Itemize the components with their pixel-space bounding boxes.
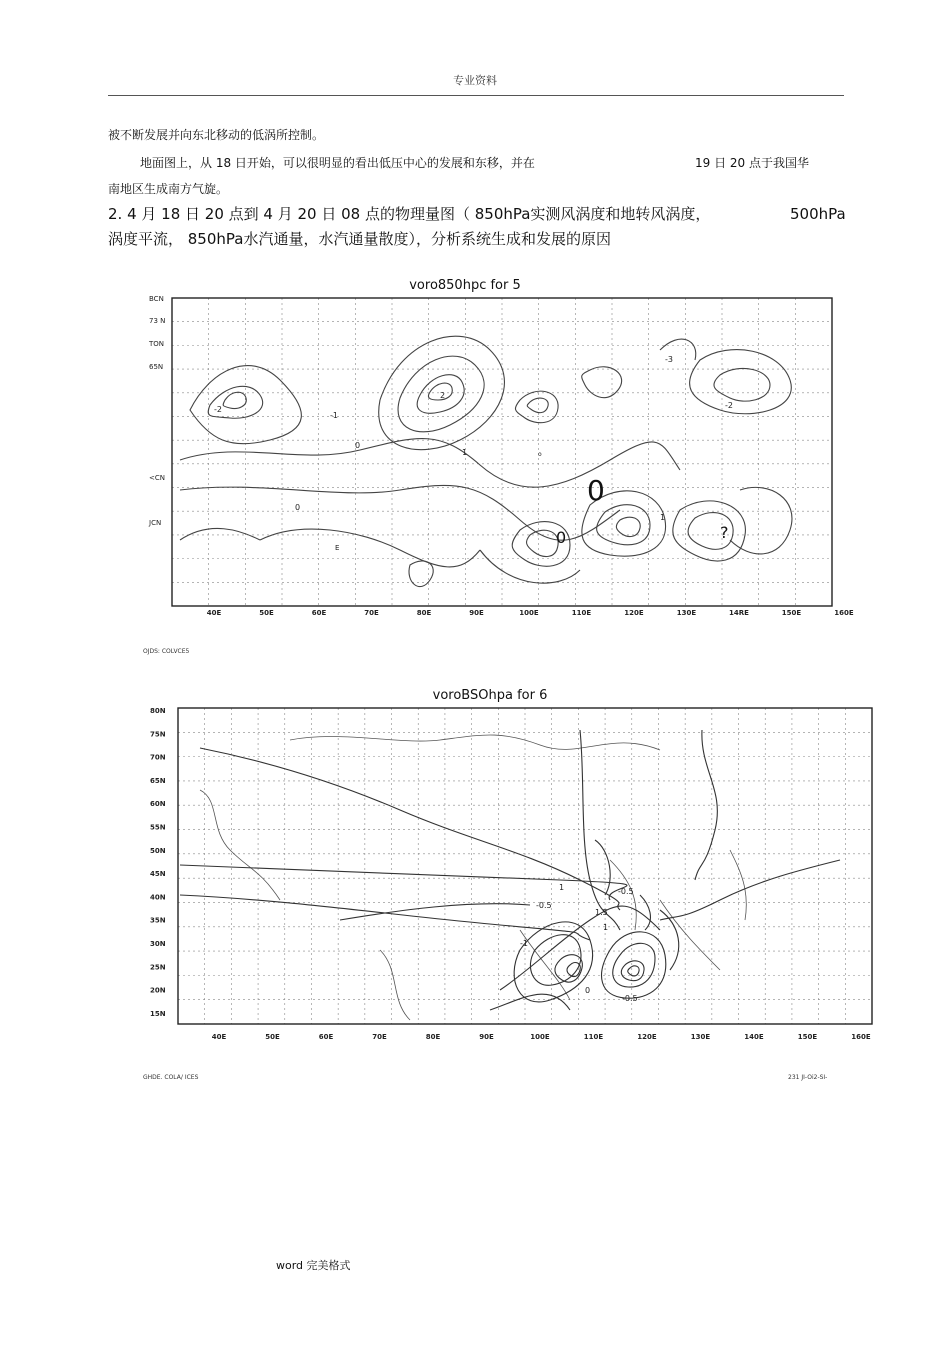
lon-label: 160E (834, 609, 854, 617)
lat-label: 50N (150, 846, 166, 855)
lon-label: 40E (206, 609, 222, 617)
section-heading-b: 涡度平流， 850hPa水汽通量，水汽通量散度），分析系统生成和发展的原因 (108, 230, 611, 248)
lat-label: 70N (150, 753, 166, 762)
lon-label: 90E (469, 609, 484, 617)
chart2-contour-label: -1 (520, 939, 528, 948)
chart1-title: voro850hpc for 5 (409, 278, 521, 293)
lon-label: 160E (851, 1033, 871, 1041)
chart1-lat-labels (148, 295, 165, 527)
chart2-contour-label: -0.5 (618, 887, 634, 896)
chart1-contour-label: 1 (660, 513, 666, 522)
header-divider (108, 95, 844, 96)
chart1-lat-label: BCN (149, 295, 164, 303)
lon-label: 14RE (729, 609, 749, 617)
lon-label: 50E (259, 609, 274, 617)
lon-label: 120E (637, 1033, 657, 1041)
chart2-lon-labels (212, 1033, 871, 1041)
chart1-source: OJDS: COLVCE5 (143, 648, 190, 655)
chart1-lat-label: 65N (149, 363, 164, 371)
lon-label: 150E (781, 609, 802, 617)
body-line-3: 南地区生成南方气旋。 (108, 182, 229, 196)
chart2-source-right: 231 JI-Oi2-SI- (788, 1074, 828, 1081)
lat-label: 20N (150, 986, 166, 995)
chart1-contour-label: 0 (295, 503, 301, 512)
chart2-frame (178, 708, 872, 1024)
lat-label: 80N (150, 707, 166, 715)
body-line-2a: 地面图上，从 18 日开始，可以很明显的看出低压中心的发展和东移，并在 (140, 156, 535, 170)
chart1-contour-label: 1 (462, 448, 468, 457)
section-heading-a: 2. 4 月 18 日 20 点到 4 月 20 日 08 点的物理量图（ 850hPa实测风涡度和地转风涡度， (108, 205, 711, 223)
chart2-grid (178, 708, 872, 1024)
lon-label: 60E (318, 1033, 334, 1041)
chart2-contour-label: -0.5 (536, 901, 552, 910)
chart1-contour-labels (214, 355, 733, 522)
lat-label: 35N (150, 916, 166, 925)
chart1-grid (172, 298, 832, 606)
page-footer: word 完美格式 (276, 1259, 351, 1272)
lon-label: 90E (479, 1033, 494, 1041)
chart1-question-mark: ? (720, 523, 729, 542)
chart2-contour-label: 1.5 (595, 908, 608, 917)
lat-label: 30N (150, 940, 166, 948)
lat-label: 45N (150, 870, 166, 879)
chart2-title: voroBSOhpa for 6 (432, 688, 548, 703)
page-header: 专业资料 (453, 74, 497, 87)
chart2-contour-label: 1 (559, 883, 565, 892)
lat-label: 65N (150, 776, 166, 785)
lat-label: 60N (150, 800, 166, 809)
chart1-e-mark: E (335, 544, 340, 552)
chart2-contours (180, 730, 840, 1010)
chart1-contour-label: 2 (440, 391, 446, 400)
lon-label: 60E (311, 609, 327, 617)
lon-label: 130E (676, 609, 697, 617)
chart1-map (140, 290, 854, 630)
body-line-1: 被不断发展并向东北移动的低涡所控制。 (108, 128, 325, 142)
lat-label: 40N (150, 893, 166, 902)
lon-label: 70E (364, 609, 379, 617)
chart1-lat-label: TON (149, 340, 165, 348)
lat-label: 75N (150, 730, 166, 739)
lon-label: 110E (583, 1033, 604, 1041)
section-heading-a2: 500hPa (790, 205, 846, 223)
chart1-zero-small: 0 (556, 528, 567, 547)
chart2-contour-label: 1 (603, 923, 609, 932)
chart2-contour-label: -0.5 (622, 994, 638, 1003)
chart1-contour-label: -1 (330, 411, 338, 420)
chart1-lat-label: <CN (149, 474, 165, 482)
chart1-contour-label: -2 (725, 401, 733, 410)
chart2-coastlines (200, 735, 746, 1020)
lon-label: 80E (425, 1033, 441, 1041)
lon-label: 100E (530, 1033, 550, 1041)
lon-label: 120E (624, 609, 644, 617)
chart2-lat-labels (150, 707, 166, 1018)
lat-label: 55N (150, 823, 166, 832)
chart1-lat-label: JCN (149, 519, 162, 527)
chart1-contour-label: -2 (214, 405, 222, 414)
chart1-contour-label: 0 (355, 441, 361, 450)
lon-label: 140E (744, 1033, 764, 1041)
chart1-contour-label: -3 (665, 355, 673, 364)
chart1-lon-labels (207, 609, 854, 617)
lon-label: 80E (416, 609, 432, 617)
lon-label: 110E (571, 609, 592, 617)
body-line-2b: 19 日 20 点于我国华 (695, 156, 809, 170)
chart2-source-left: GHDE. COLA/ ICES (143, 1074, 199, 1081)
chart2-map (140, 700, 880, 1045)
chart1-o-mark: o (538, 451, 542, 458)
chart1-lat-label: 73 N (149, 317, 166, 325)
chart1-contours (180, 336, 792, 586)
lon-label: 50E (265, 1033, 280, 1041)
chart2-contour-label: 0 (585, 986, 591, 995)
lat-label: 25N (150, 963, 166, 972)
lon-label: 40E (211, 1033, 227, 1041)
chart1-zero-large: 0 (587, 474, 605, 507)
lon-label: 100E (519, 609, 539, 617)
lon-label: 150E (797, 1033, 818, 1041)
lon-label: 70E (372, 1033, 387, 1041)
lon-label: 130E (690, 1033, 711, 1041)
lat-label: 15N (150, 1009, 166, 1018)
